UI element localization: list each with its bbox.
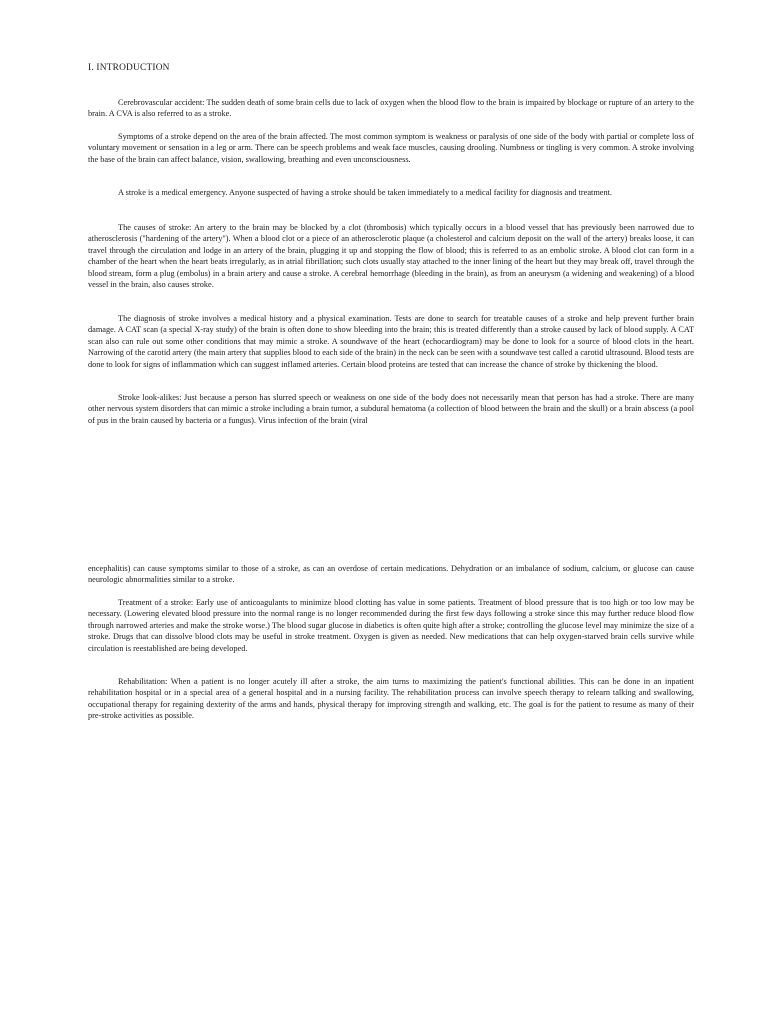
paragraph-treatment: Treatment of a stroke: Early use of anticoagulants to minimize blood clotting has value in some patients. Treatment of blood pressure that is too high or too low may be necessary. (Lowering elevated blood pressure into the normal range is no longer recommended during the first few days following a stroke since this may further reduce blood flow through narrowed arteries and make the stroke worse.) The blood sugar glucose in diabetics is often quite high after a stroke; controlling the glucose level may minimize the size of a stroke. Drugs that can dissolve blood clots may be useful in stroke treatment. Oxygen is given as needed. New medications that can help oxygen-starved brain cells survive while circulation is reestablished are being developed. [88, 598, 694, 653]
paragraph-rehabilitation: Rehabilitation: When a patient is no longer acutely ill after a stroke, the aim turns to maximizing the patient's functional abilities. This can be done in an inpatient rehabilitation hospital or in a special area of a general hospital and in a nursing facility. The rehabilitation process can involve speech therapy to relearn talking and swallowing, occupational therapy for regaining dexterity of the arms and hands, physical therapy for improving strength and walking, etc. The goal is for the patient to resume as many of their pre-stroke activities as possible. [88, 677, 694, 721]
paragraph-cva-definition: Cerebrovascular accident: The sudden death of some brain cells due to lack of oxygen when the blood flow to the brain is impaired by blockage or rupture of an artery to the brain. A CVA is also referred to as a stroke. [88, 98, 694, 119]
paragraph-emergency: A stroke is a medical emergency. Anyone suspected of having a stroke should be taken immediately to a medical facility for diagnosis and treatment. [118, 188, 612, 197]
section-heading: I. INTRODUCTION [88, 63, 170, 73]
paragraph-look-alikes-continued: encephalitis) can cause symptoms similar to those of a stroke, as can an overdose of certain medications. Dehydration or an imbalance of sodium, calcium, or glucose can cause neurologic abnormalities similar to a stroke. [88, 564, 694, 585]
paragraph-symptoms: Symptoms of a stroke depend on the area of the brain affected. The most common symptom is weakness or paralysis of one side of the body with partial or complete loss of voluntary movement or sensation in a leg or arm. There can be speech problems and weak face muscles, causing drooling. Numbness or tingling is very common. A stroke involving the base of the brain can affect balance, vision, swallowing, breathing and even unconsciousness. [88, 132, 694, 164]
paragraph-diagnosis: The diagnosis of stroke involves a medical history and a physical examination. Tests are done to search for treatable causes of a stroke and help prevent further brain damage. A CAT scan (a special X-ray study) of the brain is often done to show bleeding into the brain; this is treated differently than a stroke caused by lack of blood supply. A CAT scan also can rule out some other conditions that may mimic a stroke. A soundwave of the heart (echocardiogram) may be done to look for a source of blood clots in the heart. Narrowing of the carotid artery (the main artery that supplies blood to each side of the brain) in the neck can be seen with a soundwave test called a carotid ultrasound. Blood tests are done to look for signs of inflammation which can suggest inflamed arteries. Certain blood proteins are tested that can increase the chance of stroke by thickening the blood. [88, 314, 694, 369]
paragraph-look-alikes: Stroke look-alikes: Just because a person has slurred speech or weakness on one side of the body does not necessarily mean that person has had a stroke. There are many other nervous system disorders that can mimic a stroke including a brain tumor, a subdural hematoma (a collection of blood between the brain and the skull) or a brain abscess (a pool of pus in the brain caused by bacteria or a fungus). Virus infection of the brain (viral [88, 393, 694, 425]
paragraph-causes: The causes of stroke: An artery to the brain may be blocked by a clot (thrombosis) which typically occurs in a blood vessel that has previously been narrowed due to atherosclerosis ("hardening of the artery"). When a blood clot or a piece of an atherosclerotic plaque (a cholesterol and calcium deposit on the wall of the artery) breaks loose, it can travel through the circulation and lodge in an artery of the brain, plugging it up and stopping the flow of blood; this is referred to as an embolic stroke. A blood clot can form in a chamber of the heart when the heart beats irregularly, as in atrial fibrillation; such clots usually stay attached to the inner lining of the heart but they may break off, travel through the blood stream, form a plug (embolus) in a brain artery and cause a stroke. A cerebral hemorrhage (bleeding in the brain), as from an aneurysm (a widening and weakening) of a blood vessel in the brain, also causes stroke. [88, 223, 694, 290]
